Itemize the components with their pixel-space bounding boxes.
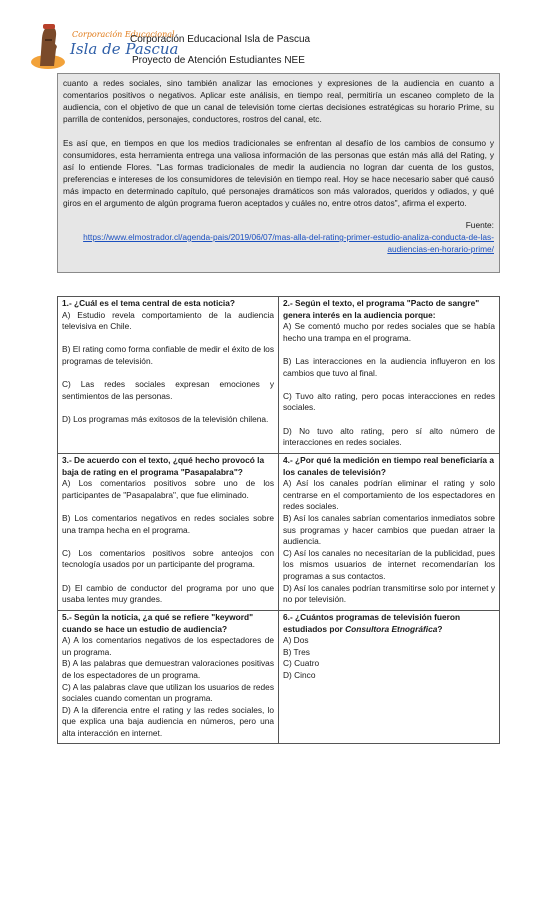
questions-table [57,296,500,744]
question-5 [58,611,279,744]
question-title-end: ? [437,623,443,634]
question-title-start: 6.- ¿Cuántos programas de televisión fueron estudiados por [283,612,461,634]
institution-name: Corporación Educacional Isla de Pascua [130,34,311,45]
moai-logo-icon [30,22,70,72]
question-title-emphasis: Consultora Etnográfica [345,623,438,634]
option-a[interactable]: A) A los comentarios negativos de los espectadores de un programa. [62,635,274,657]
source-link[interactable]: https://www.elmostrador.cl/agenda-pais/2019/06/07/mas-alla-del-rating-primer-estudio-analiza-conducta-de-las-audiencias-en-horario-prime/ [83,232,494,254]
option-d[interactable]: D) No tuvo alto rating, pero sí alto número de interacciones en redes sociales. [283,425,495,448]
option-b[interactable]: B) El rating como forma confiable de medir el éxito de los programas de televisión. [62,344,274,366]
question-title [283,612,495,635]
option-d[interactable]: D) A la diferencia entre el rating y las redes sociales, lo que explica una baja audiencia en números, pero una alta interacción en internet. [62,704,274,738]
option-c[interactable]: C) Las redes sociales expresan emociones y sentimientos de las personas. [62,379,274,401]
option-d[interactable]: D) Así los canales podrían transmitirse solo por internet y no por televisión. [283,582,495,605]
question-title: 2.- Según el texto, el programa "Pacto de sangre" genera interés en la audiencia porque: [283,298,480,320]
option-d[interactable]: D) Cinco [283,669,316,680]
project-name: Proyecto de Atención Estudiantes NEE [132,55,305,66]
question-title: 1.- ¿Cuál es el tema central de esta noticia? [62,298,235,308]
article-paragraph: Es así que, en tiempos en que los medios tradicionales se enfrentan al desafío de los cambios de consumo y consumidores, esta herramienta entrega una valiosa información de las personas que están más allá del Rating, y así lo entiende Flores. "Las formas tradicionales de medir la audiencia no logran dar cuenta de los gustos, preferencias e intereses de los consumidores de televisión en tiempo real. Hoy se hace necesario saber qué causó más impacto en determinado capítulo, qué personajes dramáticos son más valorados, queridos y odiados, y qué giros en el argumento de algún programa fueron aceptados y cuáles no, entre otros datos", afirma el experto. [63,138,494,208]
option-c[interactable]: C) Cuatro [283,658,320,669]
question-1 [58,297,279,454]
question-2 [279,297,500,454]
question-4 [279,454,500,611]
question-title: 3.- De acuerdo con el texto, ¿qué hecho provocó la baja de rating en el programa "Pasapalabra"? [62,455,265,477]
option-d[interactable]: D) Los programas más exitosos de la televisión chilena. [62,413,269,424]
article-excerpt [57,73,500,273]
page-header [30,22,520,72]
question-3 [58,454,279,611]
question-title: 4.- ¿Por qué la medición en tiempo real beneficiaría a los canales de televisión? [283,455,494,477]
option-b[interactable]: B) Las interacciones en la audiencia influyeron en los cambios que tuvo al final. [283,355,495,378]
option-d[interactable]: D) El cambio de conductor del programa por uno que usaba lentes muy grandes. [62,582,274,605]
logo-text-top: Corporación Educacional [72,30,175,39]
option-c[interactable]: C) Tuvo alto rating, pero pocas interacciones en redes sociales. [283,390,495,413]
question-title: 5.- Según la noticia, ¿a qué se refiere "keyword" cuando se hace un estudio de audiencia? [62,612,254,634]
option-b[interactable]: B) Los comentarios negativos en redes sociales sobre una trampa hecha en el programa. [62,512,274,535]
option-b[interactable]: B) Tres [283,646,310,657]
option-c[interactable]: C) A las palabras clave que utilizan los usuarios de redes sociales cuando comentan un programa. [62,681,274,704]
option-a[interactable]: A) Dos [283,635,309,646]
option-b[interactable]: B) A las palabras que demuestran valoraciones positivas de los espectadores de un programa. [62,658,274,680]
option-a[interactable]: A) Estudio revela comportamiento de la audiencia televisiva en Chile. [62,309,274,332]
source-label: Fuente: [465,220,494,230]
logo-text-main: Isla de Pascua [70,40,179,58]
option-a[interactable]: A) Se comentó mucho por redes sociales que se había hecho una trampa en el programa. [283,321,495,343]
option-a[interactable]: A) Así los canales podrían eliminar el rating y solo centrarse en el comportamiento de los espectadores en redes sociales. [283,478,495,512]
option-b[interactable]: B) Así los canales sabrían comentarios inmediatos sobre sus programas y hacer cambios que puedan atraer la audiencia. [283,512,495,547]
option-c[interactable]: C) Los comentarios positivos sobre anteojos con tecnología usados por un participante del programa. [62,547,274,570]
option-c[interactable]: C) Así los canales no necesitarían de la publicidad, pues los mismos usuarios de internet recomendarían los programas a sus contactos. [283,547,495,581]
article-paragraph: cuanto a redes sociales, sino también analizar las emociones y expresiones de la audiencia en cuanto a comentarios positivos o negativos. Aplicar este análisis, en tiempo real, permitiría un escaneo completo de la audiencia, con el objetivo de que un canal de televisión tome ciertas decisiones estratégicas su horario Prime, su parrilla de contenidos, personajes, conductores, rostros del canal, etc. [63,78,494,124]
question-6 [279,611,500,744]
option-a[interactable]: A) Los comentarios positivos sobre uno de los participantes de "Pasapalabra", que fue eliminado. [62,478,274,500]
